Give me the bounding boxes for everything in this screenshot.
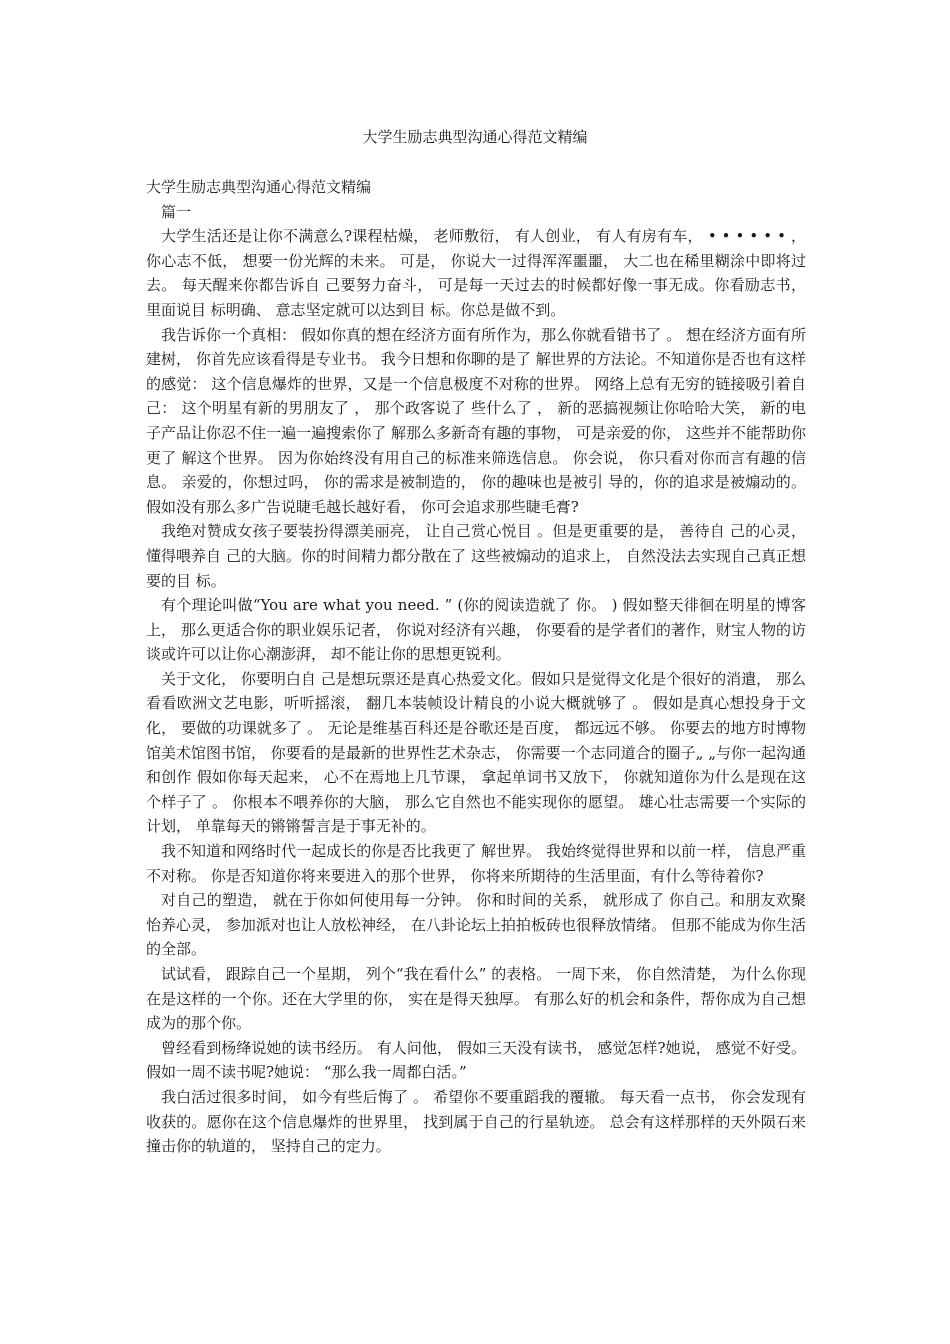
paragraph: 大学生活还是让你不满意么?课程枯燥， 老师敷衍， 有人创业， 有人有房有车， • • • • • • ，你心志不低， 想要一份光辉的未来。 可是， 你说大一过得浑浑噩噩， 大二也在稀里糊涂中即将过去。 每天醒来你都告诉自 己要努力奋斗， 可是每一天过去的时候都好像一事无成。你看励志书， 里面说目 标明确、 意志坚定就可以达到目 标。你总是做不到。 [146,227,806,319]
paragraph: 我告诉你一个真相： 假如你真的想在经济方面有所作为，那么你就看错书了 。 想在经济方面有所建树， 你首先应该看得是专业书。 我今日想和你聊的是了 解世界的方法论。不知道你是否也有这样的感觉： 这个信息爆炸的世界，又是一个信息极度不对称的世界。 网络上总有无穷的链接吸引着自己： 这个明星有新的男朋友了 ， 那个政客说了 些什么了 ， 新的恶搞视频让你哈哈大笑， 新的电子产品让你忍不住一遍一遍搜索你了 解那么多新奇有趣的事物， 可是亲爱的你， 这些并不能帮助你更了 解这个世界。 因为你始终没有用自己的标准来筛选信息。 你会说， 你只看对你而言有趣的信息。 亲爱的，你想过吗， 你的需求是被制造的， 你的趣味也是被引 导的，你的追求是被煽动的。 假如没有那么多广告说睫毛越长越好看， 你可会追求那些睫毛膏? [146,325,806,516]
paragraph: 试试看， 跟踪自己一个星期， 列个“我在看什么” 的表格。 一周下来， 你自然清楚， 为什么你现在是这样的一个你。还在大学里的你， 实在是得天独厚。 有那么好的机会和条件，帮你成为自己想成为的那个你。 [146,965,806,1033]
document-title: 大学生励志典型沟通心得范文精编 [362,128,588,146]
paragraph: 对自己的塑造， 就在于你如何使用每一分钟。 你和时间的关系， 就形成了 你自己。和朋友欢聚怡养心灵， 参加派对也让人放松神经， 在八卦论坛上拍拍板砖也很释放情绪。 但那不能成为你生活的全部。 [146,891,806,959]
paragraph: 我绝对赞成女孩子要装扮得漂美丽亮， 让自己赏心悦目 。但是更重要的是， 善待自 己的心灵， 懂得喂养自 己的大脑。你的时间精力都分散在了 这些被煽动的追求上， 自然没法去实现自己真正想要的目 标。 [146,522,806,590]
section-label: 篇一 [161,202,192,221]
paragraph: 有个理论叫做“You are what you need. ” (你的阅读造就了 你。 ) 假如整天徘徊在明星的博客上， 那么更适合你的职业娱乐记者， 你说对经济有兴趣， 你要看的是学者们的著作，财宝人物的访谈或许可以让你心潮澎湃， 却不能让你的思想更锐利。 [146,596,806,664]
document-body [146,175,806,1159]
paragraph: 关于文化， 你要明白自 己是想玩票还是真心热爱文化。假如只是觉得文化是个很好的消遣， 那么看看欧洲文艺电影，听听摇滚， 翻几本装帧设计精良的小说大概就够了 。 假如是真心想投身于文化， 要做的功课就多了 。 无论是维基百科还是谷歌还是百度， 都远远不够。 你要去的地方时博物馆美术馆图书馆， 你要看的是最新的世界性艺术杂志， 你需要一个志同道合的圈子„ „与你一起沟通和创作 假如你每天起来， 心不在焉地上几节课， 拿起单词书又放下， 你就知道你为什么是现在这个样子了 。 你根本不喂养你的大脑， 那么它自然也不能实现你的愿望。 雄心壮志需要一个实际的计划， 单靠每天的锵锵誓言是于事无补的。 [146,669,806,836]
paragraph: 曾经看到杨绛说她的读书经历。 有人问他， 假如三天没有读书， 感觉怎样?她说， 感觉不好受。 假如一周不读书呢?她说： “那么我一周都白活。” [146,1038,806,1082]
paragraph: 我不知道和网络时代一起成长的你是否比我更了 解世界。 我始终觉得世界和以前一样， 信息严重不对称。 你是否知道你将来要进入的那个世界， 你将来所期待的生活里面，有什么等待着你? [146,842,806,885]
paragraph: 我白活过很多时间， 如今有些后悔了 。 希望你不要重蹈我的覆辙。 每天看一点书， 你会发现有收获的。愿你在这个信息爆炸的世界里， 找到属于自己的行星轨迹。 总会有这样那样的天外陨石来撞击你的轨道的， 坚持自己的定力。 [146,1087,806,1156]
document-subtitle: 大学生励志典型沟通心得范文精编 [146,178,372,196]
